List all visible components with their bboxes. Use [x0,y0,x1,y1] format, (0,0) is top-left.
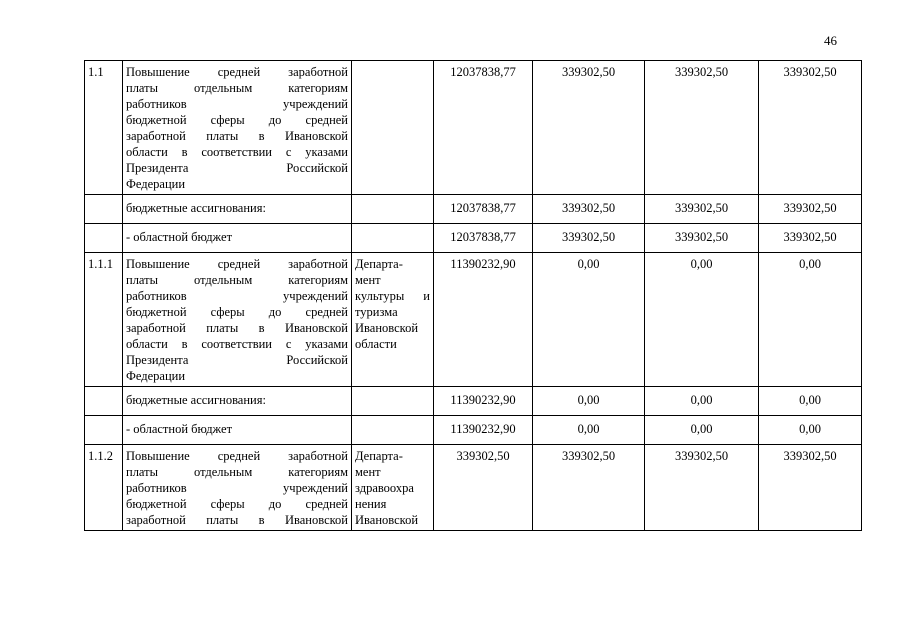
executor-line: здравоохра [355,481,414,495]
executor-line: культуры и [355,289,430,303]
total-amount: 339302,50 [434,445,533,531]
description-line: работников учреждений [126,97,348,111]
year1-amount: 339302,50 [533,195,645,224]
year3-amount: 339302,50 [759,445,862,531]
year2-amount: 0,00 [645,253,759,387]
year3-amount: 0,00 [759,387,862,416]
item-row [85,445,862,531]
year1-amount: 339302,50 [533,61,645,195]
year3-amount: 339302,50 [759,224,862,253]
description-line: Повышение средней заработной [126,257,348,271]
budget-table [84,60,862,531]
executor-cell [352,195,434,224]
total-amount: 11390232,90 [434,416,533,445]
item-description: - областной бюджет [123,224,352,253]
executor-line: мент [355,465,381,479]
year2-amount: 0,00 [645,387,759,416]
description-line: платы отдельным категориям [126,81,348,95]
total-amount: 11390232,90 [434,387,533,416]
executor-line: Департа- [355,449,403,463]
subtotal-row [85,195,862,224]
year2-amount: 339302,50 [645,61,759,195]
description-line: платы отдельным категориям [126,273,348,287]
description-line: работников учреждений [126,481,348,495]
executor-line: Ивановской [355,321,419,335]
item-description: бюджетные ассигнования: [123,195,352,224]
year1-amount: 339302,50 [533,445,645,531]
year2-amount: 0,00 [645,416,759,445]
description-line: бюджетной сферы до средней [126,497,348,511]
page-bottom [0,576,905,640]
item-row [85,61,862,195]
page-number: 46 [824,33,837,48]
item-description [123,445,352,531]
executor-line: Департа- [355,257,403,271]
item-description: - областной бюджет [123,416,352,445]
item-number [85,195,123,224]
description-line: Федерации [126,369,186,383]
description-line: области в соответствии с указами [126,145,348,159]
total-amount: 12037838,77 [434,224,533,253]
year2-amount: 339302,50 [645,224,759,253]
description-line: заработной платы в Ивановской [126,513,348,527]
item-number [85,387,123,416]
item-row [85,253,862,387]
executor-cell [352,387,434,416]
executor-line: Ивановской [355,513,419,527]
description-line: бюджетной сферы до средней [126,113,348,127]
executor-line: туризма [355,305,398,319]
description-line: заработной платы в Ивановской [126,321,348,335]
year1-amount: 0,00 [533,387,645,416]
subtotal-row [85,224,862,253]
description-line: Повышение средней заработной [126,449,348,463]
description-line: области в соответствии с указами [126,337,348,351]
executor-cell [352,445,434,531]
year2-amount: 339302,50 [645,445,759,531]
item-number [85,416,123,445]
year3-amount: 0,00 [759,253,862,387]
description-line: Повышение средней заработной [126,65,348,79]
item-number: 1.1 [85,61,123,195]
executor-line: нения [355,497,387,511]
item-description [123,61,352,195]
total-amount: 12037838,77 [434,195,533,224]
description-line: работников учреждений [126,289,348,303]
executor-line: мент [355,273,381,287]
total-amount: 11390232,90 [434,253,533,387]
item-number: 1.1.1 [85,253,123,387]
description-line: заработной платы в Ивановской [126,129,348,143]
item-number [85,224,123,253]
year2-amount: 339302,50 [645,195,759,224]
description-line: Президента Российской [126,353,348,367]
year3-amount: 0,00 [759,416,862,445]
total-amount: 12037838,77 [434,61,533,195]
subtotal-row [85,387,862,416]
executor-cell [352,416,434,445]
executor-cell [352,224,434,253]
description-line: платы отдельным категориям [126,465,348,479]
year1-amount: 339302,50 [533,224,645,253]
description-line: бюджетной сферы до средней [126,305,348,319]
executor-line: области [355,337,397,351]
item-description [123,253,352,387]
description-line: Президента Российской [126,161,348,175]
year3-amount: 339302,50 [759,61,862,195]
year3-amount: 339302,50 [759,195,862,224]
executor-cell [352,61,434,195]
item-description: бюджетные ассигнования: [123,387,352,416]
year1-amount: 0,00 [533,416,645,445]
description-line: Федерации [126,177,186,191]
subtotal-row [85,416,862,445]
executor-cell [352,253,434,387]
item-number: 1.1.2 [85,445,123,531]
year1-amount: 0,00 [533,253,645,387]
